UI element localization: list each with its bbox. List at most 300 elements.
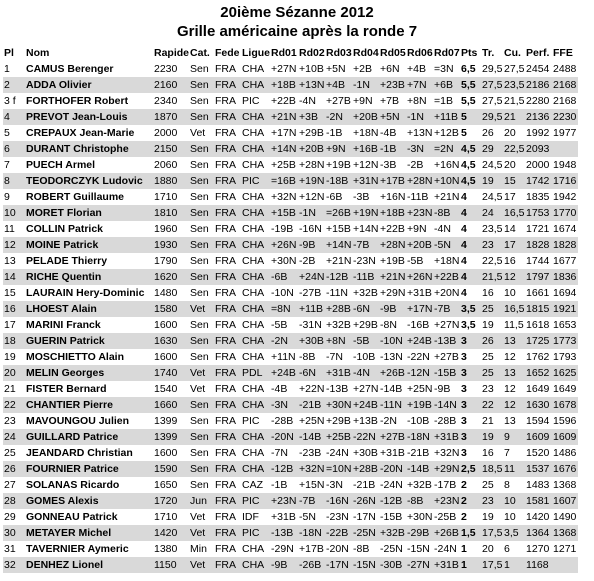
table-cell: -14B — [380, 383, 403, 395]
table-cell: FRA — [215, 543, 237, 555]
table-cell: -6N — [352, 301, 379, 317]
table-cell: 24,5 — [482, 191, 503, 203]
table-cell: FRA — [215, 479, 237, 491]
table-cell: +28B — [353, 463, 378, 475]
table-cell: 4 — [461, 255, 467, 267]
table-cell: Sen — [190, 351, 209, 363]
table-cell: 16 — [504, 255, 516, 267]
table-cell: 28 — [3, 493, 25, 509]
table-cell: 1540 — [154, 383, 178, 395]
table-cell: -8B — [406, 493, 433, 509]
table-cell: +31B — [326, 367, 351, 379]
table-cell: 1828 — [525, 237, 552, 253]
table-row — [3, 525, 578, 541]
table-cell: 1168 — [525, 557, 552, 573]
table-cell: +10B — [299, 63, 324, 75]
table-row — [3, 285, 578, 301]
table-cell: +25B — [326, 431, 351, 443]
table-cell: +24N — [299, 271, 325, 283]
table-row — [3, 189, 578, 205]
table-cell: FISTER Bernard — [26, 383, 107, 395]
table-cell: 1537 — [525, 461, 552, 477]
table-cell: 8 — [504, 479, 510, 491]
table-cell: GUERIN Patrick — [25, 333, 153, 349]
table-cell: 23 — [481, 237, 503, 253]
table-cell: 1 — [460, 557, 481, 573]
table-cell: 1594 — [526, 415, 550, 427]
table-row — [3, 77, 578, 93]
table-cell: 27,5 — [504, 63, 525, 75]
table-cell: -14B — [298, 429, 325, 445]
table-cell: 6 — [3, 141, 25, 157]
column-header: Rd05 — [380, 46, 406, 59]
table-cell: +14N — [353, 223, 379, 235]
table-cell: FRA — [214, 109, 241, 125]
table-cell: 3 f — [4, 95, 16, 107]
table-row — [3, 397, 578, 413]
table-cell: -20N — [270, 429, 298, 445]
table-cell: +32N — [434, 447, 460, 459]
table-cell: 2 — [461, 479, 467, 491]
table-cell: -1B — [379, 141, 406, 157]
table-cell: 1 — [461, 543, 467, 555]
table-cell: 25 — [482, 479, 494, 491]
table-row — [3, 253, 578, 269]
table-cell: -7B — [352, 237, 379, 253]
table-cell: 22,5 — [482, 255, 503, 267]
table-cell: 1399 — [153, 429, 189, 445]
table-cell: 12 — [504, 383, 516, 395]
table-cell: +19B — [326, 159, 351, 171]
table-cell: +32B — [407, 479, 432, 491]
table-cell: 12 — [503, 397, 525, 413]
table-cell: -12B — [270, 461, 298, 477]
column-header: Ligue — [242, 46, 271, 59]
table-cell: Sen — [190, 447, 209, 459]
table-cell: -23N — [326, 511, 349, 523]
table-cell: -10N — [379, 333, 406, 349]
table-cell: CHA — [242, 447, 265, 459]
table-cell: 1649 — [526, 383, 550, 395]
table-cell: 14 — [3, 269, 25, 285]
table-cell: 11,5 — [504, 319, 524, 331]
table-cell: 27,5 — [482, 79, 503, 91]
table-cell: 1740 — [153, 365, 189, 381]
table-cell: FRA — [215, 159, 237, 171]
table-cell: -27B — [299, 287, 322, 299]
table-row — [3, 349, 578, 365]
table-cell: +10N — [434, 175, 460, 187]
table-cell: 1960 — [154, 223, 178, 235]
table-cell: -31N — [299, 319, 322, 331]
table-cell: +26B — [380, 367, 405, 379]
table-cell: FRA — [215, 447, 237, 459]
table-cell: 11 — [503, 461, 525, 477]
table-cell: 23,5 — [482, 223, 503, 235]
table-cell: +20B — [407, 239, 432, 251]
table-cell: 3 — [461, 383, 467, 395]
table-cell: FRA — [214, 301, 241, 317]
table-cell: 22 — [3, 397, 25, 413]
table-row — [3, 365, 578, 381]
table-cell: 17 — [503, 237, 525, 253]
table-cell: -1N — [406, 109, 433, 125]
table-cell: +25N — [299, 415, 325, 427]
table-cell: CHA — [241, 269, 270, 285]
table-cell: -15B — [433, 365, 460, 381]
table-cell: 29 — [481, 141, 503, 157]
table-cell: +27N — [271, 63, 297, 75]
table-cell: -11B — [352, 269, 379, 285]
table-cell: 20 — [482, 543, 494, 555]
table-cell: +27B — [326, 95, 351, 107]
table-cell: 1620 — [153, 269, 189, 285]
table-cell: -23B — [299, 447, 322, 459]
table-cell: 1368 — [553, 479, 577, 491]
table-cell: -13B — [433, 333, 460, 349]
table-row — [3, 93, 578, 109]
table-cell: 2 — [460, 493, 481, 509]
table-cell: 26 — [481, 333, 503, 349]
table-cell: 1,5 — [460, 525, 481, 541]
table-cell: 1694 — [553, 287, 577, 299]
table-cell: CHA — [241, 109, 270, 125]
table-cell: +23N — [271, 495, 297, 507]
table-cell: 1630 — [525, 397, 552, 413]
table-cell: Sen — [190, 287, 209, 299]
table-cell: 1710 — [154, 191, 178, 203]
table-cell: -7N — [271, 447, 288, 459]
table-cell: +15B — [270, 205, 298, 221]
table-cell: 1836 — [553, 271, 577, 283]
table-row — [3, 445, 578, 461]
table-cell: -24N — [326, 447, 349, 459]
table-cell: 25 — [4, 447, 16, 459]
table-cell: +15B — [326, 223, 351, 235]
table-cell: -13N — [380, 351, 403, 363]
table-cell: Sen — [189, 77, 214, 93]
table-cell: Sen — [189, 461, 214, 477]
table-cell: 24 — [481, 205, 503, 221]
table-cell: 3 — [460, 397, 481, 413]
table-cell: -25N — [380, 543, 403, 555]
table-cell: 4 — [3, 109, 25, 125]
table-cell: 2 — [3, 77, 25, 93]
table-cell: -7N — [326, 351, 343, 363]
table-cell: -15B — [380, 511, 403, 523]
column-header: Fede — [215, 46, 240, 59]
table-cell: +9N — [325, 141, 352, 157]
table-cell: +32B — [353, 287, 378, 299]
table-cell: PELADE Thierry — [26, 255, 108, 267]
table-cell: CHA — [242, 159, 265, 171]
table-cell: -11N — [326, 287, 348, 299]
table-cell: +23N — [407, 207, 433, 219]
table-cell: -21B — [298, 397, 325, 413]
table-cell: +5N — [379, 109, 406, 125]
table-cell — [552, 141, 578, 157]
table-cell: 13 — [503, 333, 525, 349]
table-row — [3, 205, 578, 221]
table-cell: +9N — [407, 223, 427, 235]
table-row — [3, 509, 578, 525]
table-cell: -22N — [407, 351, 430, 363]
table-cell: 19 — [481, 173, 503, 189]
table-cell: +28B — [326, 303, 351, 315]
table-cell: 20 — [504, 127, 516, 139]
table-body — [3, 61, 578, 573]
table-cell: 2280 — [526, 95, 550, 107]
table-cell: LHOEST Alain — [25, 301, 153, 317]
table-cell: 12 — [503, 269, 525, 285]
table-cell: +23N — [434, 495, 460, 507]
table-cell: 4 — [461, 287, 467, 299]
table-cell: 3 — [461, 351, 467, 363]
table-cell: 29 — [4, 511, 16, 523]
table-cell: 16 — [482, 447, 494, 459]
table-cell: CHA — [242, 319, 265, 331]
table-cell: -16N — [325, 493, 352, 509]
table-cell: -19B — [271, 223, 294, 235]
column-header: Perf. — [526, 46, 550, 59]
table-cell: +19N — [353, 207, 379, 219]
table-cell: -13B — [326, 383, 349, 395]
table-cell: CHA — [241, 333, 270, 349]
table-cell: -3N — [406, 141, 433, 157]
table-cell: 1773 — [553, 335, 577, 347]
table-cell: -2B — [407, 159, 424, 171]
table-cell: CHA — [241, 237, 270, 253]
table-cell: FRA — [215, 191, 237, 203]
table-cell: -3N — [270, 397, 298, 413]
table-cell: Sen — [190, 63, 209, 75]
table-cell: 1271 — [553, 543, 577, 555]
table-cell: =10N — [326, 463, 352, 475]
table-cell: 19 — [481, 429, 503, 445]
table-cell: 1677 — [553, 255, 577, 267]
table-cell: Sen — [190, 255, 209, 267]
table-cell: 4 — [460, 269, 481, 285]
table-cell: =2N — [433, 141, 460, 157]
table-cell: 30 — [3, 525, 25, 541]
table-cell: -5B — [407, 255, 424, 267]
table-cell: 4,5 — [460, 141, 481, 157]
table-cell: -8B — [299, 351, 316, 363]
table-cell: 1720 — [153, 493, 189, 509]
table-cell: CHA — [242, 127, 265, 139]
table-cell: -15N — [407, 543, 430, 555]
table-cell: 21 — [482, 415, 494, 427]
table-cell: 1609 — [553, 431, 577, 443]
table-cell: +12N — [353, 159, 379, 171]
table-cell: -12N — [406, 365, 433, 381]
table-cell: PDL — [241, 365, 270, 381]
table-cell: -3B — [380, 159, 397, 171]
table-cell: -28B — [434, 415, 457, 427]
table-cell: Sen — [190, 223, 209, 235]
table-cell: -21B — [407, 447, 430, 459]
table-cell: 15 — [4, 287, 16, 299]
table-cell: Sen — [189, 141, 214, 157]
table-cell: +24B — [270, 365, 298, 381]
table-cell: -16N — [299, 223, 322, 235]
table-cell: Sen — [189, 333, 214, 349]
table-cell: +27B — [434, 351, 459, 363]
table-cell: -20N — [326, 543, 349, 555]
table-cell: 21,5 — [504, 95, 525, 107]
table-cell: -5N — [299, 511, 316, 523]
table-cell: 13 — [4, 255, 16, 267]
table-cell: +24B — [407, 335, 432, 347]
table-cell: Sen — [190, 159, 209, 171]
table-cell: 1420 — [153, 525, 189, 541]
table-cell: 2230 — [553, 111, 577, 123]
table-cell: -14B — [406, 461, 433, 477]
table-cell: -24N — [380, 479, 403, 491]
table-row — [3, 413, 578, 429]
table-cell: 1835 — [526, 191, 550, 203]
table-cell: CHA — [242, 543, 265, 555]
table-cell: GUILLARD Patrice — [25, 429, 153, 445]
table-row — [3, 157, 578, 173]
table-cell: COLLIN Patrick — [26, 223, 104, 235]
table-cell: 1716 — [553, 175, 577, 187]
table-row — [3, 461, 578, 477]
table-cell: -4N — [299, 95, 316, 107]
table-cell: -16B — [407, 319, 430, 331]
table-cell: -1N — [352, 77, 379, 93]
table-cell: 3 — [460, 365, 481, 381]
table-cell: -8B — [433, 205, 460, 221]
table-cell: -15N — [352, 557, 379, 573]
table-cell: CHA — [242, 383, 265, 395]
table-cell: +22B — [271, 95, 296, 107]
table-cell: RICHE Quentin — [25, 269, 153, 285]
table-cell: +22B — [380, 223, 405, 235]
table-cell: 21 — [503, 109, 525, 125]
table-cell: 22,5 — [504, 143, 525, 155]
table-cell: 1607 — [553, 495, 577, 507]
table-cell: PUECH Armel — [26, 159, 96, 171]
table-cell: +21N — [271, 111, 297, 123]
table-cell: 3,5 — [460, 301, 481, 317]
column-header: Cu. — [504, 46, 521, 59]
column-header: Tr. — [482, 46, 495, 59]
table-cell: 32 — [3, 557, 25, 573]
table-cell: +20N — [434, 287, 460, 299]
column-header: Nom — [26, 46, 50, 59]
table-cell: +31B — [380, 447, 405, 459]
table-cell: Sen — [189, 269, 214, 285]
table-cell: 1676 — [553, 463, 577, 475]
table-cell: -23N — [353, 255, 376, 267]
table-cell: Min — [190, 543, 207, 555]
table-cell: Sen — [189, 237, 214, 253]
table-cell: CHA — [242, 351, 265, 363]
table-cell: Sen — [190, 95, 209, 107]
table-cell: 16,5 — [504, 303, 525, 315]
table-cell: -3N — [326, 479, 343, 491]
table-cell: 24 — [3, 429, 25, 445]
table-row — [3, 381, 578, 397]
table-cell: 7 — [4, 159, 10, 171]
table-cell: 1753 — [525, 205, 552, 221]
table-cell: GOMES Alexis — [25, 493, 153, 509]
table-cell: FRA — [214, 77, 241, 93]
table-cell: +6B — [433, 77, 460, 93]
table-cell: 1992 — [526, 127, 550, 139]
table-cell: +18B — [270, 77, 298, 93]
table-cell: 8 — [3, 173, 25, 189]
table-cell: FRA — [214, 237, 241, 253]
table-cell: MELIN Georges — [25, 365, 153, 381]
table-cell: 1653 — [553, 319, 577, 331]
table-cell: +28N — [407, 175, 433, 187]
table-cell: 1150 — [153, 557, 189, 573]
table-cell: +21N — [380, 271, 406, 283]
table-cell: +31N — [353, 175, 379, 187]
table-cell: -26B — [298, 557, 325, 573]
table-cell: -5N — [433, 237, 460, 253]
table-cell: CAMUS Berenger — [26, 63, 114, 75]
table-cell: -27N — [406, 557, 433, 573]
table-cell: Jun — [189, 493, 214, 509]
table-cell: +9N — [353, 95, 373, 107]
table-cell: +31B — [434, 431, 459, 443]
table-cell: -12B — [379, 493, 406, 509]
table-row — [3, 493, 578, 509]
table-cell: +11N — [271, 351, 296, 363]
table-cell: GONNEAU Patrick — [26, 511, 118, 523]
table-cell: 2093 — [525, 141, 552, 157]
table-cell: ADDA Olivier — [25, 77, 153, 93]
table-cell: +29B — [353, 319, 378, 331]
table-cell: 1652 — [525, 365, 552, 381]
table-cell: +30B — [299, 335, 324, 347]
page-subtitle: Grille américaine après la ronde 7 — [176, 23, 418, 40]
table-cell: 27,5 — [482, 95, 503, 107]
table-header-row — [3, 44, 578, 61]
table-cell: 2186 — [525, 77, 552, 93]
table-cell: 1921 — [553, 303, 577, 315]
table-cell: 23 — [4, 415, 16, 427]
table-cell: 6 — [504, 543, 510, 555]
table-cell: +32B — [326, 319, 351, 331]
table-cell: 3,5 — [461, 319, 476, 331]
table-cell: +22B — [434, 271, 459, 283]
table-row — [3, 125, 578, 141]
table-cell: +19B — [380, 255, 405, 267]
table-cell: FRA — [215, 383, 237, 395]
table-cell: 1828 — [553, 239, 577, 251]
table-cell: TEODORCZYK Ludovic — [25, 173, 153, 189]
table-cell: CHA — [241, 301, 270, 317]
table-cell: 9 — [4, 191, 10, 203]
table-cell: 1580 — [153, 301, 189, 317]
table-row — [3, 541, 578, 557]
table-cell: -6B — [270, 269, 298, 285]
table-cell: FRA — [214, 461, 241, 477]
table-cell: -2N — [325, 109, 352, 125]
table-cell: -9B — [379, 301, 406, 317]
table-cell: DURANT Christophe — [25, 141, 153, 157]
table-cell: 1721 — [526, 223, 550, 235]
table-cell: +24B — [353, 399, 378, 411]
table-cell: +30N — [326, 399, 352, 411]
table-cell: +18N — [353, 127, 379, 139]
table-cell: -4B — [271, 383, 288, 395]
table-cell: 31 — [4, 543, 16, 555]
